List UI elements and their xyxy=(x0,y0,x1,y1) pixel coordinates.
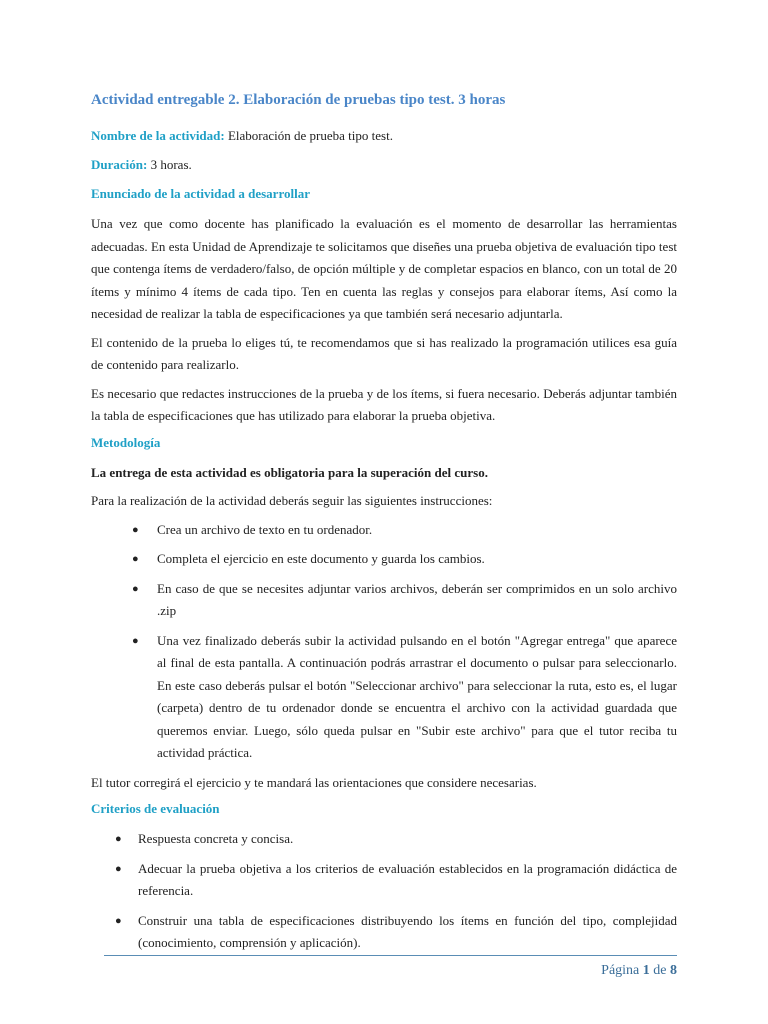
of-word: de xyxy=(653,963,667,978)
list-item-text: Una vez finalizado deberás subir la actividad pulsando en el botón "Agregar entrega" que aparece al final de esta pantalla. A continuación podrás arrastrar el documento o pulsar para seleccionarlo. En este caso deberás pulsar el botón "Seleccionar archivo" para seleccionar la ruta, esto es, el lugar (carpeta) dentro de tu ordenador donde se encuentra el archivo con la actividad guardada que queremos enviar. Luego, sólo queda pulsar en "Subir este archivo" para que el tutor reciba tu actividad práctica. xyxy=(157,632,677,760)
list-item xyxy=(91,630,677,765)
list-item xyxy=(91,578,677,623)
duration-label: Duración: xyxy=(91,157,148,172)
list-item-text: En caso de que se necesites adjuntar varios archivos, deberán ser comprimidos en un solo archivo .zip xyxy=(157,580,677,618)
methodology-mandatory-note: La entrega de esta actividad es obligatoria para la superación del curso. xyxy=(91,464,488,480)
criteria-list xyxy=(91,828,677,955)
list-item xyxy=(91,910,677,955)
activity-name-label: Nombre de la actividad: xyxy=(91,128,225,143)
bullet-icon: ● xyxy=(132,582,139,595)
criteria-heading: Criterios de evaluación xyxy=(91,801,220,816)
instructions-list xyxy=(91,519,677,765)
list-item-text: Crea un archivo de texto en tu ordenador. xyxy=(157,521,373,537)
page-number xyxy=(601,963,677,979)
bullet-icon: ● xyxy=(115,833,122,845)
duration-field xyxy=(91,156,677,174)
methodology-intro: Para la realización de la actividad deberás seguir las siguientes instrucciones: xyxy=(91,493,493,508)
duration-value: 3 horas. xyxy=(147,157,192,172)
methodology-heading: Metodología xyxy=(91,434,161,450)
footer-divider xyxy=(104,955,677,956)
bullet-icon: ● xyxy=(132,634,139,647)
methodology-closing: El tutor corregirá el ejercicio y te mandará las orientaciones que considere necesarias. xyxy=(91,774,537,790)
list-item-text: Adecuar la prueba objetiva a los criterios de evaluación establecidos en la programación didáctica de referencia. xyxy=(138,860,677,898)
bullet-icon: ● xyxy=(132,523,139,536)
document-page xyxy=(91,90,677,962)
list-item xyxy=(91,858,677,903)
document-title: Actividad entregable 2. Elaboración de pruebas tipo test. 3 horas xyxy=(91,92,506,108)
list-item-text: Respuesta concreta y concisa. xyxy=(138,831,294,846)
page-word: Página xyxy=(601,963,640,978)
current-page: 1 xyxy=(642,963,650,978)
bullet-icon: ● xyxy=(132,553,139,565)
bullet-icon: ● xyxy=(115,914,122,927)
statement-paragraph: Una vez que como docente has planificado la evaluación es el momento de desarrollar las herramientas adecuadas. En esta Unidad de Aprendizaje te solicitamos que diseñes una prueba objetiva de evaluación tipo test que contenga ítems de verdadero/falso, de opción múltiple y de completar espacios en blanco, con un total de 20 ítems y mínimo 4 ítems de cada tipo. Ten en cuenta las reglas y consejos para elaborar ítems, Así como la necesidad de realizar la tabla de especificaciones ya que también será necesario adjuntarla. xyxy=(91,216,677,321)
statement-paragraph: El contenido de la prueba lo eliges tú, te recomendamos que si has realizado la programación utilices esa guía de contenido para realizarlo. xyxy=(91,334,677,372)
activity-name-field xyxy=(91,127,677,145)
total-pages: 8 xyxy=(670,963,677,978)
statement-heading: Enunciado de la actividad a desarrollar xyxy=(91,186,310,201)
bullet-icon: ● xyxy=(115,862,122,875)
list-item-text: Construir una tabla de especificaciones distribuyendo los ítems en función del tipo, complejidad (conocimiento, comprensión y aplicación). xyxy=(138,912,677,950)
list-item xyxy=(91,519,677,542)
activity-name-value: Elaboración de prueba tipo test. xyxy=(224,128,393,143)
list-item xyxy=(91,548,677,571)
list-item xyxy=(91,828,677,851)
statement-paragraph: Es necesario que redactes instrucciones de la prueba y de los ítems, si fuera necesario. Deberás adjuntar también la tabla de especificaciones que has utilizado para elaborar la prueba objetiva. xyxy=(91,385,677,423)
list-item-text: Completa el ejercicio en este documento y guarda los cambios. xyxy=(157,551,485,566)
